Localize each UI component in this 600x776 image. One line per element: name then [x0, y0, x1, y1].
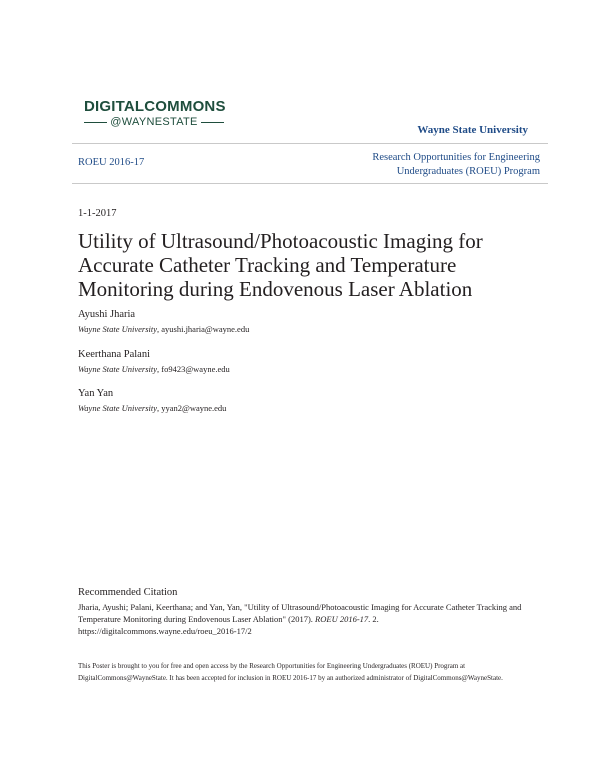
- program-link-line2: Undergraduates (ROEU) Program: [396, 166, 540, 177]
- affiliation-name: Wayne State University: [78, 403, 157, 413]
- citation-body: Jharia, Ayushi; Palani, Keerthana; and Yan, Yan, "Utility of Ultrasound/Photoacoustic Imaging for Accurate Catheter Tracking and Temperature Monitoring during Endovenous Laser Ablation" (2017).: [78, 602, 522, 624]
- digital-commons-logo[interactable]: [84, 99, 224, 128]
- logo-left-rule: [84, 122, 107, 123]
- citation-series: ROEU 2016-17: [315, 614, 369, 624]
- author-affiliation: [78, 403, 226, 413]
- author-name: Ayushi Jharia: [78, 309, 136, 320]
- header-divider-bottom: [72, 183, 548, 184]
- citation-number: . 2.: [368, 614, 379, 624]
- author-email[interactable]: , ayushi.jharia@wayne.edu: [157, 324, 250, 334]
- header-divider-top: [72, 143, 548, 144]
- citation-heading: Recommended Citation: [78, 587, 178, 598]
- program-link[interactable]: [372, 151, 540, 179]
- access-notice: This Poster is brought to you for free and open access by the Research Opportunities for Engineering Undergraduates (ROEU) Program at DigitalCommons@WayneState. It has been accepted for inclusion in ROEU 2016-17 by an authorized administrator of DigitalCommons@WayneState.: [78, 662, 503, 682]
- program-link-line1: Research Opportunities for Engineering: [372, 152, 540, 163]
- citation-text: [78, 601, 528, 637]
- citation-url[interactable]: https://digitalcommons.wayne.edu/roeu_2016-17/2: [78, 626, 252, 636]
- logo-bottom-text: @WAYNESTATE: [110, 116, 198, 128]
- author-affiliation: [78, 324, 249, 334]
- series-link[interactable]: ROEU 2016-17: [78, 157, 145, 168]
- logo-right-rule: [201, 122, 224, 123]
- author-name: Yan Yan: [78, 388, 114, 399]
- publication-date: 1-1-2017: [78, 208, 117, 219]
- affiliation-name: Wayne State University: [78, 364, 157, 374]
- author-email[interactable]: , yyan2@wayne.edu: [157, 403, 227, 413]
- affiliation-name: Wayne State University: [78, 324, 157, 334]
- logo-bottom-row: [84, 116, 224, 128]
- author-affiliation: [78, 364, 230, 374]
- author-email[interactable]: , fo9423@wayne.edu: [157, 364, 230, 374]
- author-name: Keerthana Palani: [78, 349, 151, 360]
- paper-title: Utility of Ultrasound/Photoacoustic Imaging for Accurate Catheter Tracking and Temperature Monitoring during Endovenous Laser Ablation: [78, 229, 483, 301]
- logo-top-text: DIGITALCOMMONS: [84, 98, 226, 115]
- university-link[interactable]: Wayne State University: [417, 124, 528, 136]
